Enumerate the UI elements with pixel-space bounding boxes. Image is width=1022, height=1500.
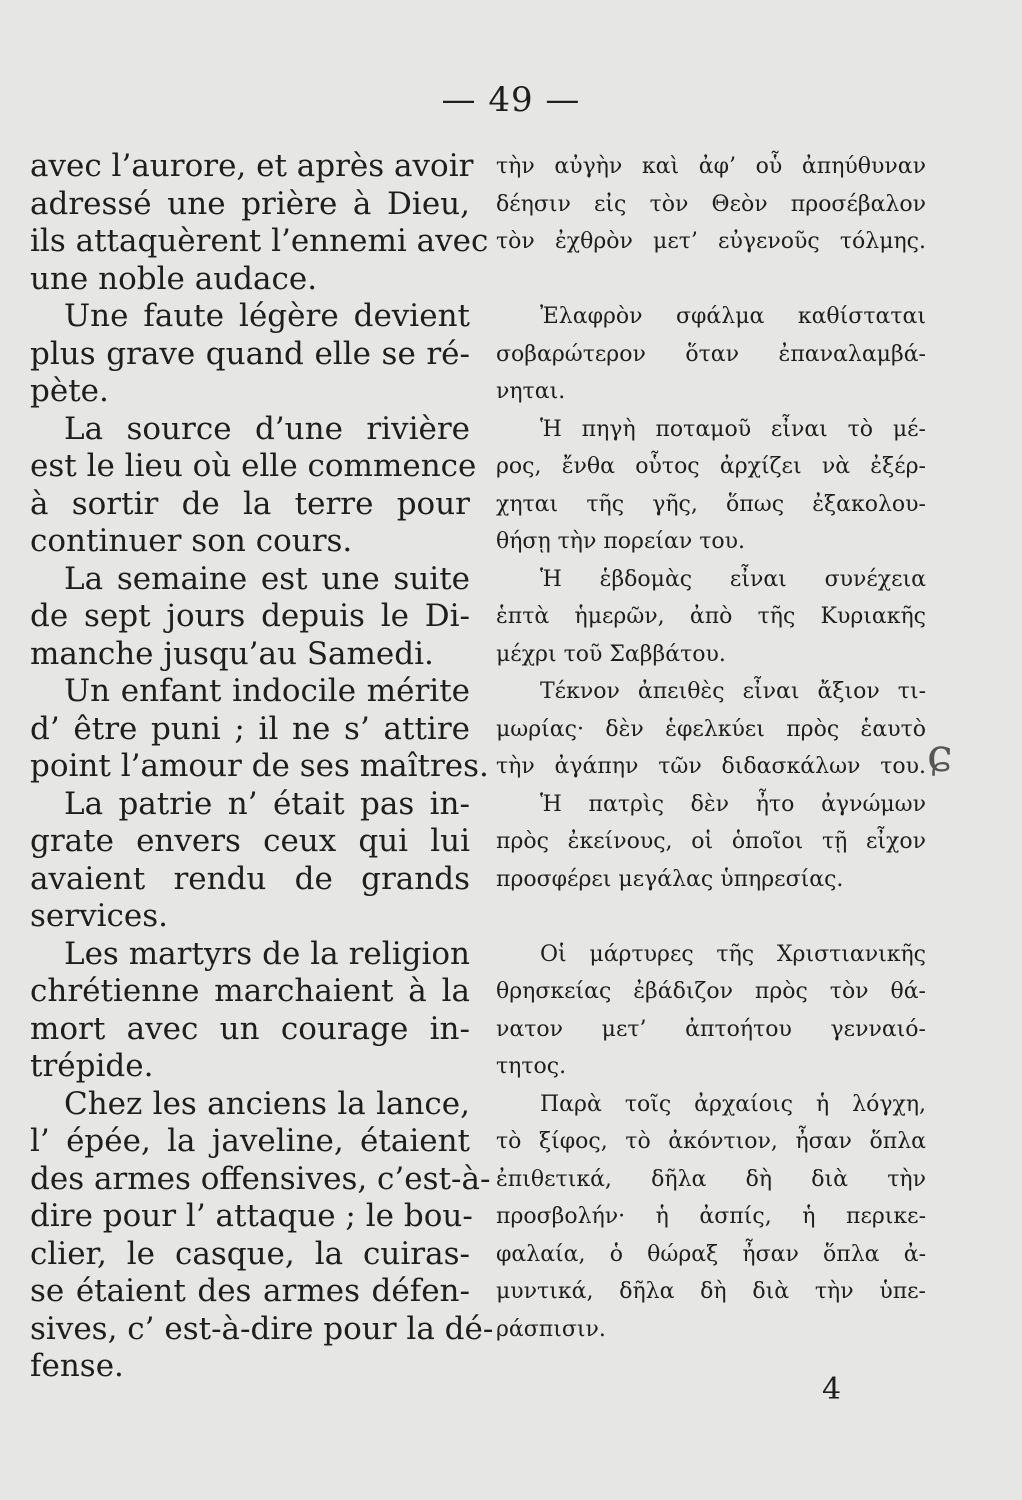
page-number: — 49 — — [441, 80, 581, 120]
greek-line: νηται. — [496, 379, 566, 404]
french-line: plus grave quand elle se ré- — [30, 335, 470, 372]
french-line: ils attaquèrent l’ennemi avec — [30, 223, 489, 259]
french-line: La source d’une rivière — [64, 410, 470, 447]
greek-line: Παρὰ τοῖς ἀρχαίοις ἡ λόγχη, — [540, 1091, 926, 1117]
greek-line: προσφέρει μεγάλας ὑπηρεσίας. — [496, 866, 844, 892]
greek-line: νατον μετ’ ἀπτοήτου γενναιό- — [496, 1016, 926, 1042]
greek-line: δέησιν εἰς τὸν Θεὸν προσέβαλον — [496, 191, 926, 217]
french-line: clier, le casque, la cuiras- — [30, 1235, 470, 1272]
greek-line: χηται τῆς γῆς, ὅπως ἐξακολου- — [496, 491, 926, 517]
french-line: grate envers ceux qui lui — [30, 823, 470, 859]
greek-line: ράσπισιν. — [496, 1316, 606, 1342]
greek-line: Ἡ πατρὶς δὲν ἦτο ἀγνώμων — [540, 791, 926, 817]
french-line: Chez les anciens la lance, — [64, 1085, 470, 1122]
footer-signature-number: 4 — [822, 1372, 842, 1407]
greek-line: σοβαρώτερον ὅταν ἐπαναλαμβά- — [496, 341, 926, 367]
french-line: se étaient des armes défen- — [30, 1273, 470, 1309]
greek-line: Οἱ μάρτυρες τῆς Χριστιανικῆς — [540, 941, 926, 967]
greek-line: τὴν ἀγάπην τῶν διδασκάλων του. — [496, 754, 926, 779]
handwritten-mark-icon: ɕ — [927, 728, 953, 782]
greek-line: Ἡ ἑβδομὰς εἶναι συνέχεια — [540, 566, 926, 592]
greek-line: ρος, ἔνθα οὗτος ἀρχίζει νὰ ἐξέρ- — [496, 454, 926, 479]
french-line: une noble audace. — [30, 260, 318, 297]
greek-line: τὸν ἐχθρὸν μετ’ εὐγενοῦς τόλμης. — [496, 229, 926, 254]
french-line: chrétienne marchaient à la — [30, 973, 470, 1009]
french-line: mort avec un courage in- — [30, 1010, 470, 1047]
french-line: à sortir de la terre pour — [30, 485, 470, 522]
greek-blank-line — [496, 261, 926, 299]
greek-line: τὸ ξίφος, τὸ ἀκόντιον, ἦσαν ὅπλα — [496, 1129, 926, 1154]
french-line: de sept jours depuis le Di- — [30, 598, 470, 634]
french-line: La semaine est une suite — [64, 560, 470, 597]
greek-line: ἐπιθετικά, δῆλα δὴ διὰ τὴν — [496, 1166, 926, 1192]
french-line: trépide. — [30, 1048, 154, 1084]
french-line: manche jusqu’au Samedi. — [30, 635, 434, 672]
french-line: La patrie n’ était pas in- — [64, 785, 470, 822]
greek-line: μέχρι τοῦ Σαββάτου. — [496, 641, 726, 667]
french-line: point l’amour de ses maîtres. — [30, 748, 489, 784]
greek-line: ἑπτὰ ἡμερῶν, ἀπὸ τῆς Κυριακῆς — [496, 604, 926, 629]
french-line: continuer son cours. — [30, 523, 353, 559]
french-line: adressé une prière à Dieu, — [30, 185, 470, 222]
greek-line: μωρίας· δὲν ἑφελκύει πρὸς ἑαυτὸ — [496, 716, 926, 742]
greek-column — [496, 148, 926, 1348]
french-line: avaient rendu de grands — [30, 860, 470, 897]
french-line: sives, c’ est-à-dire pour la dé- — [30, 1310, 494, 1347]
greek-line: Ἡ πηγὴ ποταμοῦ εἶναι τὸ μέ- — [540, 416, 926, 442]
greek-line: θήσῃ τὴν πορείαν του. — [496, 529, 746, 554]
greek-line: φαλαία, ὁ θώραξ ἦσαν ὅπλα ἀ- — [496, 1241, 926, 1267]
french-line: fense. — [30, 1348, 124, 1384]
greek-line: Ἐλαφρὸν σφάλμα καθίσταται — [540, 304, 926, 329]
french-line: d’ être puni ; il ne s’ attire — [30, 710, 470, 747]
french-column — [30, 148, 494, 1386]
greek-blank-line — [496, 898, 926, 936]
greek-line: τὴν αὐγὴν καὶ ἀφ’ οὗ ἀπηύθυναν — [496, 154, 926, 179]
french-line: avec l’aurore, et après avoir — [30, 148, 474, 184]
greek-line: πρὸς ἐκείνους, οἱ ὁποῖοι τῇ εἶχον — [496, 829, 926, 854]
french-line: est le lieu où elle commence — [30, 448, 477, 484]
greek-line: τητος. — [496, 1054, 567, 1079]
greek-line: προσβολήν· ἡ ἀσπίς, ἡ περικε- — [496, 1204, 926, 1229]
greek-line: Τέκνον ἀπειθὲς εἶναι ἄξιον τι- — [540, 679, 926, 704]
french-line: Un enfant indocile mérite — [64, 673, 470, 709]
french-line: Les martyrs de la religion — [64, 935, 470, 972]
french-line: des armes offensives, c’est-à- — [30, 1160, 491, 1197]
french-line: dire pour l’ attaque ; le bou- — [30, 1198, 473, 1234]
french-line: l’ épée, la javeline, étaient — [30, 1123, 470, 1159]
french-line: Une faute légère devient — [64, 298, 470, 334]
greek-line: μυντικά, δῆλα δὴ διὰ τὴν ὑπε- — [496, 1279, 926, 1304]
french-line: pète. — [30, 373, 109, 409]
greek-line: θρησκείας ἐβάδιζον πρὸς τὸν θά- — [496, 979, 926, 1004]
french-line: services. — [30, 898, 168, 934]
